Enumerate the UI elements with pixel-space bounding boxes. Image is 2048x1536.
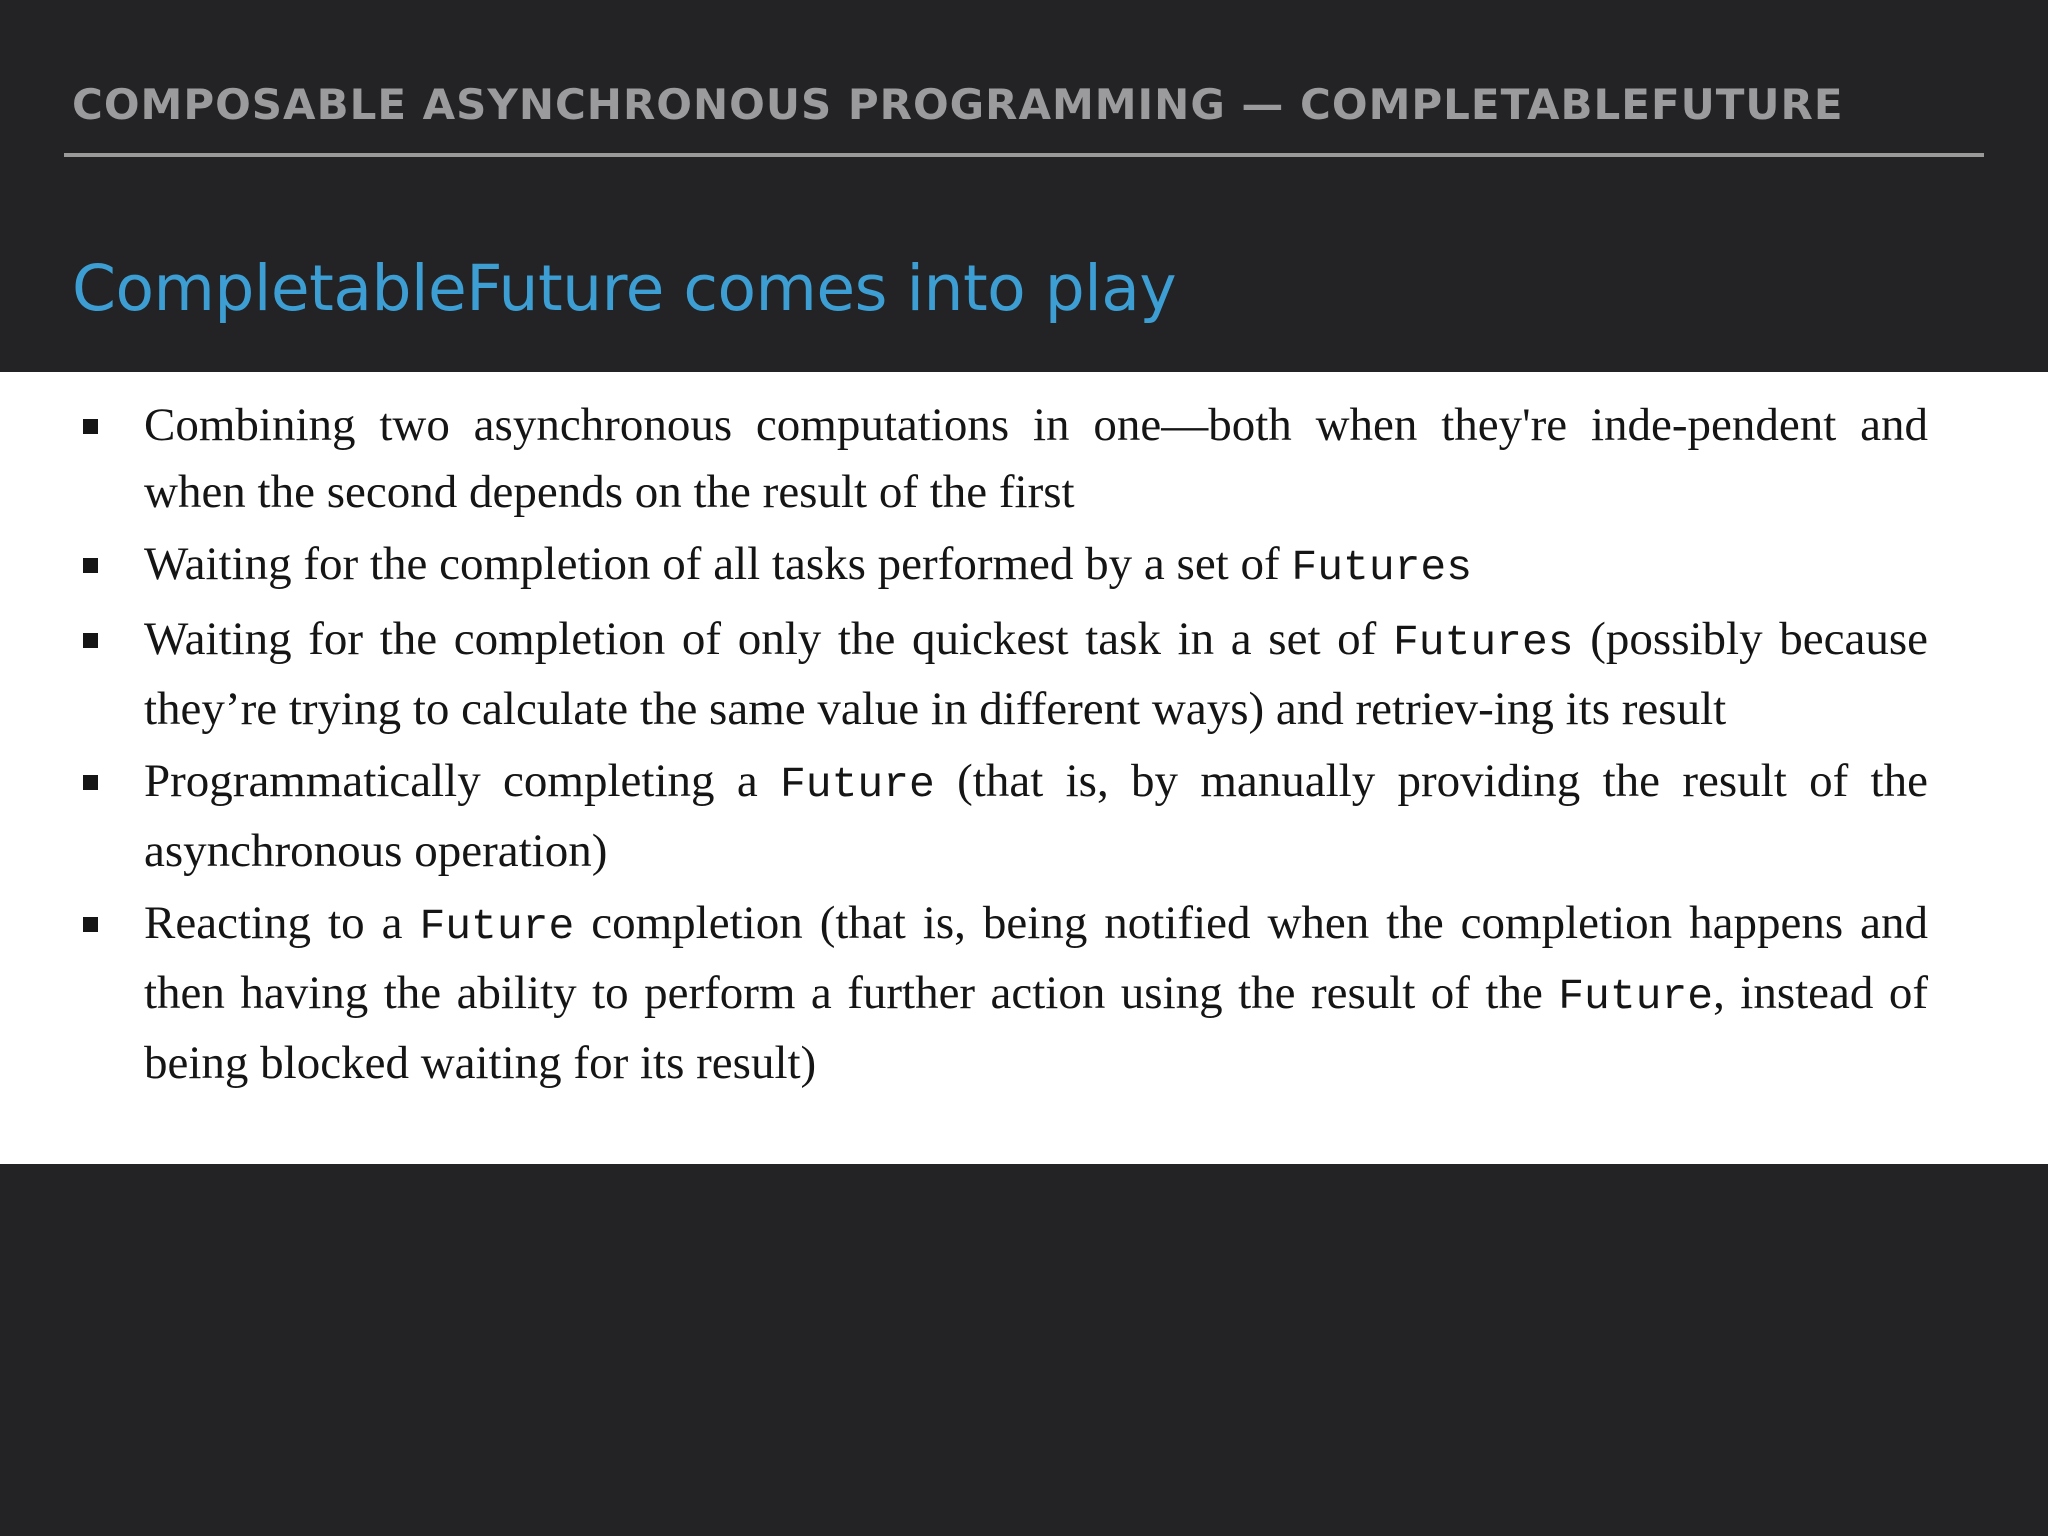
bullet-text: Waiting for the completion of only the quickest task in a set of	[144, 613, 1393, 665]
slide-title: CompletableFuture comes into play	[72, 252, 1177, 325]
bullet-text: Waiting for the completion of all tasks performed by a set of	[144, 538, 1292, 590]
bullet-text: Reacting to a	[144, 897, 420, 949]
bullet-item	[0, 890, 1928, 1097]
bullet-item	[0, 748, 1928, 885]
bullet-text: (possibly because they’re trying to calculate the same value in different ways) and retriev-ing its result	[144, 613, 1928, 735]
code-term: Future	[780, 760, 935, 809]
bullet-item	[0, 606, 1928, 743]
bullet-text: (that is, by manually providing the result of the asynchronous operation)	[144, 755, 1928, 877]
square-bullet-icon	[83, 558, 98, 573]
square-bullet-icon	[83, 633, 98, 648]
square-bullet-icon	[83, 419, 98, 434]
code-term: Futures	[1291, 543, 1473, 592]
feature-bullet-list	[0, 392, 2048, 1102]
section-header: COMPOSABLE ASYNCHRONOUS PROGRAMMING — COMPLETABLEFUTURE	[72, 80, 1844, 129]
book-excerpt-image	[0, 372, 2048, 1164]
square-bullet-icon	[83, 775, 98, 790]
header-divider	[64, 153, 1984, 157]
bullet-text: completion (that is, being notified when the completion happens and then having the ability to perform a further action using the result of the	[144, 897, 1928, 1019]
bullet-item	[0, 392, 1928, 526]
code-term: Future	[419, 902, 575, 951]
code-term: Futures	[1392, 618, 1574, 667]
bullet-item	[0, 531, 1928, 601]
bullet-text: Programmatically completing a	[144, 755, 780, 807]
bullet-text: Combining two asynchronous computations in one—both when they're inde-pendent and when the second depends on the result of the first	[144, 399, 1928, 518]
code-term: Future	[1558, 972, 1714, 1021]
square-bullet-icon	[83, 917, 98, 932]
bullet-text: , instead of being blocked waiting for its result)	[144, 967, 1928, 1089]
